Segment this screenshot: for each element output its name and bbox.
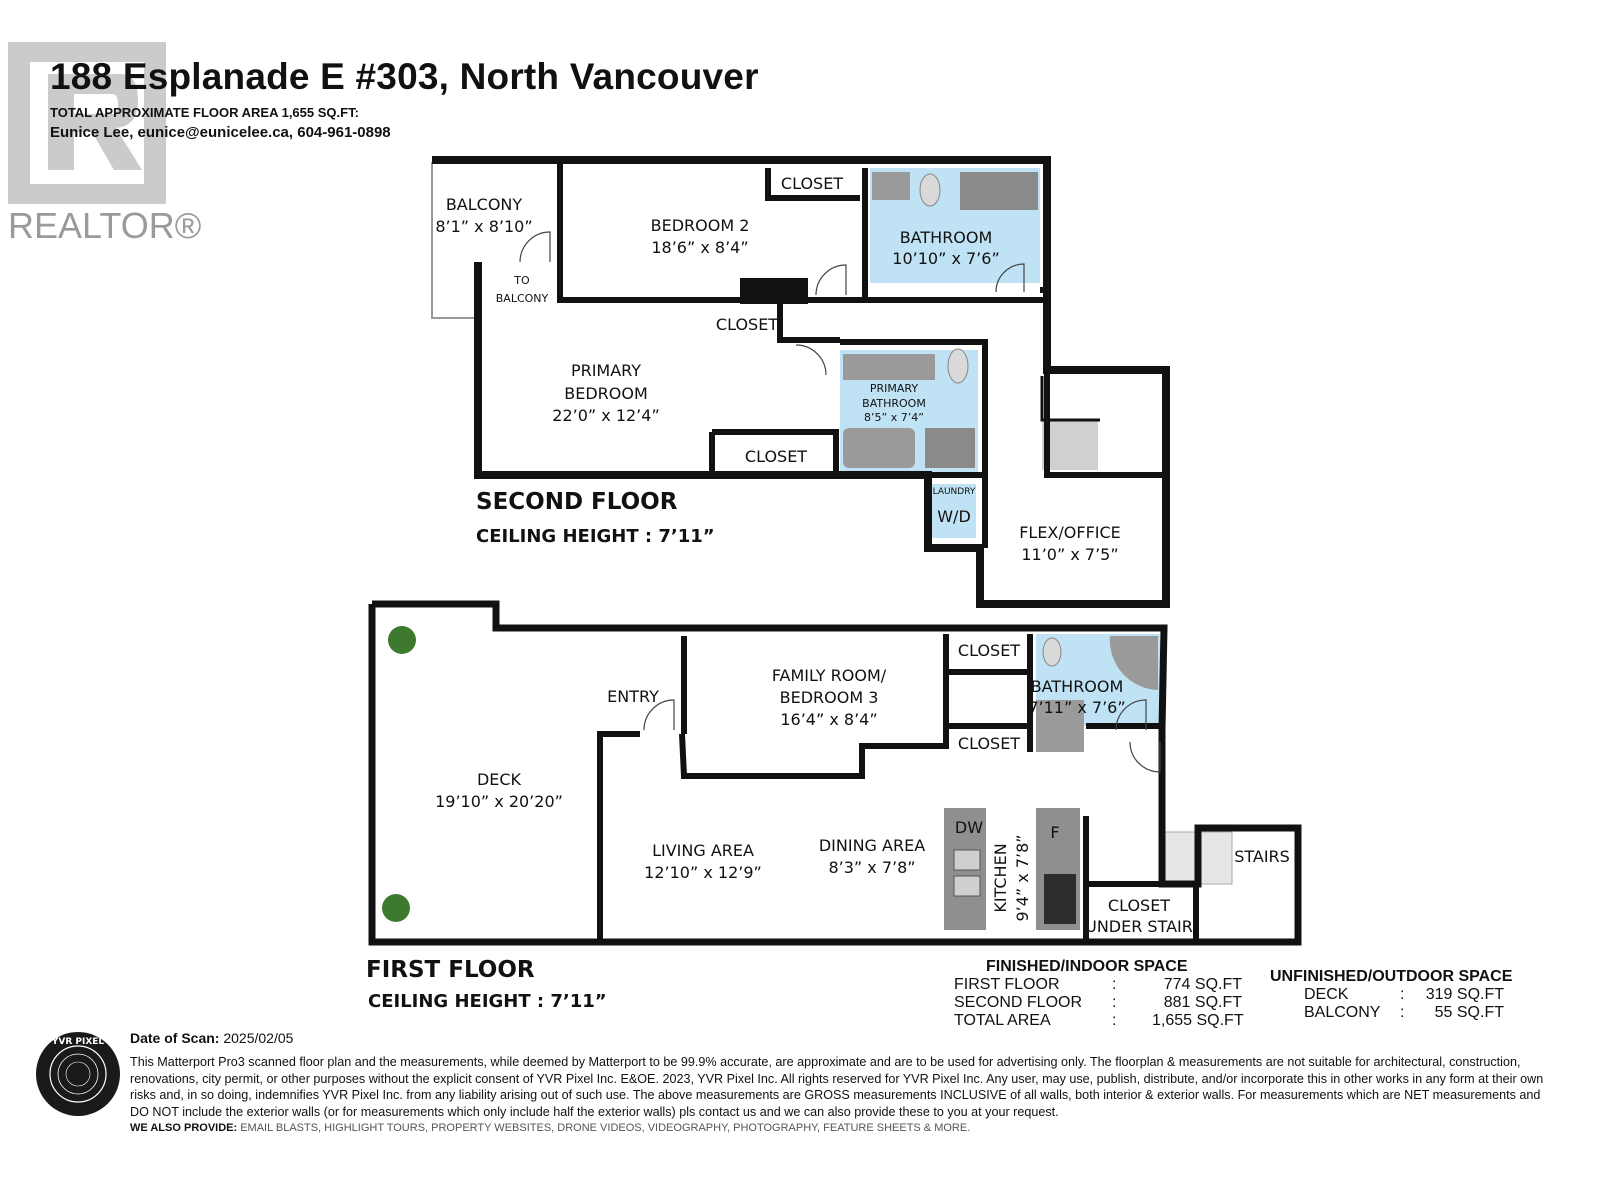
to-balcony-label: BALCONY xyxy=(495,292,549,305)
area-row: DECK : 319 SQ.FT xyxy=(1304,986,1504,1003)
closet-label: CLOSET xyxy=(715,315,779,334)
unfinished-space-heading: UNFINISHED/OUTDOOR SPACE xyxy=(1270,968,1513,985)
area-row: FIRST FLOOR : 774 SQ.FT xyxy=(954,976,1242,993)
shower-icon xyxy=(925,428,975,468)
door-icon xyxy=(520,232,550,262)
second-floor-plan xyxy=(432,160,1166,604)
toilet-icon xyxy=(1043,638,1061,666)
agent-contact: Eunice Lee, eunice@eunicelee.ca, 604-961-0898 xyxy=(50,124,391,141)
bathroom-dim: 7’11” x 7’6” xyxy=(1028,698,1126,717)
area-row: TOTAL AREA : 1,655 SQ.FT xyxy=(954,1012,1244,1029)
unfinished-space-summary xyxy=(1270,968,1512,1022)
closet-label: CLOSET xyxy=(780,174,844,193)
family-room-label: FAMILY ROOM/ xyxy=(771,666,887,685)
primary-bedroom-dim: 22’0” x 12’4” xyxy=(552,406,660,425)
bathroom-dim: 10’10” x 7’6” xyxy=(892,249,1000,268)
living-area-dim: 12’10” x 12’9” xyxy=(644,863,762,882)
first-floor-ceiling: CEILING HEIGHT : 7’11” xyxy=(368,991,607,1012)
primary-bathroom-dim: 8’5” x 7’4” xyxy=(864,411,924,424)
second-floor-title: SECOND FLOOR xyxy=(476,489,678,515)
toilet-icon xyxy=(948,349,968,383)
area-row: SECOND FLOOR : 881 SQ.FT xyxy=(954,994,1242,1011)
closet-label: CLOSET xyxy=(957,641,1021,660)
flex-office-label: FLEX/OFFICE xyxy=(1019,523,1121,542)
laundry-label: LAUNDRY xyxy=(932,487,976,497)
fridge-label: F xyxy=(1050,823,1060,842)
toilet-icon xyxy=(920,174,940,206)
stairs-label: STAIRS xyxy=(1234,847,1290,866)
flex-office-dim: 11’0” x 7’5” xyxy=(1021,545,1119,564)
sink-icon xyxy=(872,172,910,200)
scan-date: Date of Scan: 2025/02/05 xyxy=(130,1030,294,1046)
badge-text: YVR PIXEL xyxy=(51,1037,105,1047)
vanity-icon xyxy=(843,354,935,380)
finished-space-heading: FINISHED/INDOOR SPACE xyxy=(986,958,1188,975)
sink-icon xyxy=(954,850,980,870)
family-room-dim: 16’4” x 8’4” xyxy=(780,710,878,729)
plant-icon xyxy=(388,626,416,654)
balcony-label: BALCONY xyxy=(445,195,523,214)
door-icon xyxy=(796,345,826,375)
bedroom-2-label: BEDROOM 2 xyxy=(650,216,750,235)
washer-dryer-label: W/D xyxy=(937,507,971,526)
first-floor-plan xyxy=(366,604,1298,1012)
door-icon xyxy=(1130,742,1160,772)
shower-icon xyxy=(960,172,1038,210)
primary-bathroom-label: BATHROOM xyxy=(862,397,926,410)
column-icon xyxy=(740,278,808,304)
first-floor-title: FIRST FLOOR xyxy=(366,957,535,983)
second-floor-ceiling: CEILING HEIGHT : 7’11” xyxy=(476,526,715,547)
bathroom-label: BATHROOM xyxy=(899,228,993,247)
to-balcony-label: TO xyxy=(514,274,530,287)
deck-label: DECK xyxy=(476,770,522,789)
bathtub-icon xyxy=(843,428,915,468)
primary-bathroom-label: PRIMARY xyxy=(869,382,919,395)
stove-icon xyxy=(1044,874,1076,924)
door-icon xyxy=(816,265,846,295)
closet-under-stair-label: UNDER STAIR xyxy=(1085,917,1193,936)
realtor-wordmark: REALTOR® xyxy=(8,205,202,246)
bedroom-2-dim: 18’6” x 8’4” xyxy=(651,238,749,257)
kitchen-dim: 9’4” x 7’8” xyxy=(1013,834,1032,922)
primary-bedroom-label: BEDROOM xyxy=(564,384,648,403)
living-area-label: LIVING AREA xyxy=(652,841,754,860)
stair-treads-icon xyxy=(1042,420,1098,470)
dining-area-dim: 8’3” x 7’8” xyxy=(828,858,916,877)
entry-label: ENTRY xyxy=(607,687,659,706)
closet-label: CLOSET xyxy=(744,447,808,466)
dining-area-label: DINING AREA xyxy=(818,836,926,855)
deck-dim: 19’10” x 20’20” xyxy=(435,792,563,811)
finished-space-summary xyxy=(954,958,1242,1030)
area-row: BALCONY : 55 SQ.FT xyxy=(1304,1004,1504,1021)
sink-icon xyxy=(954,876,980,896)
plant-icon xyxy=(382,894,410,922)
bathroom-label: BATHROOM xyxy=(1030,677,1124,696)
page-title: 188 Esplanade E #303, North Vancouver xyxy=(50,56,759,97)
yvr-pixel-badge xyxy=(34,1030,122,1118)
balcony-dim: 8’1” x 8’10” xyxy=(435,217,533,236)
services-line: WE ALSO PROVIDE: EMAIL BLASTS, HIGHLIGHT TOURS, PROPERTY WEBSITES, DRONE VIDEOS, VIDEOGRAPHY, PHOTOGRAPHY, FEATURE SHEETS & MORE. xyxy=(130,1122,971,1134)
closet-label: CLOSET xyxy=(957,734,1021,753)
kitchen-label: KITCHEN xyxy=(991,843,1010,913)
total-area-subtitle: TOTAL APPROXIMATE FLOOR AREA 1,655 SQ.FT: xyxy=(50,105,359,120)
primary-bedroom-label: PRIMARY xyxy=(570,361,642,380)
dishwasher-label: DW xyxy=(954,818,984,837)
closet-under-stair-label: CLOSET xyxy=(1107,896,1171,915)
family-room-label: BEDROOM 3 xyxy=(779,688,879,707)
disclaimer-text: This Matterport Pro3 scanned floor plan and the measurements, while deemed by Matterport to be 99.9% accurate, are approximate and are to be used for advertising only. The floorplan & measurements are not suitable for architectural, construction, renovations, city permit, or other purposes without the explicit consent of YVR Pixel Inc. E&OE. 2023, YVR Pixel Inc. All rights reserved for YVR Pixel Inc. Any user, may use, publish, distribute, and/or incorporate this in other works in any form at their own risks and, in so doing, indemnifies YVR Pixel Inc. from any liability arising out of such use. The above measurements are GROSS measurements INCLUSIVE of all walls, both interior & exterior walls. For measurements which are NET measurements and DO NOT include the exterior walls (or for measurements which only include half the exterior walls) pls contact us and we can also provide these to you at your request. xyxy=(130,1055,1544,1119)
